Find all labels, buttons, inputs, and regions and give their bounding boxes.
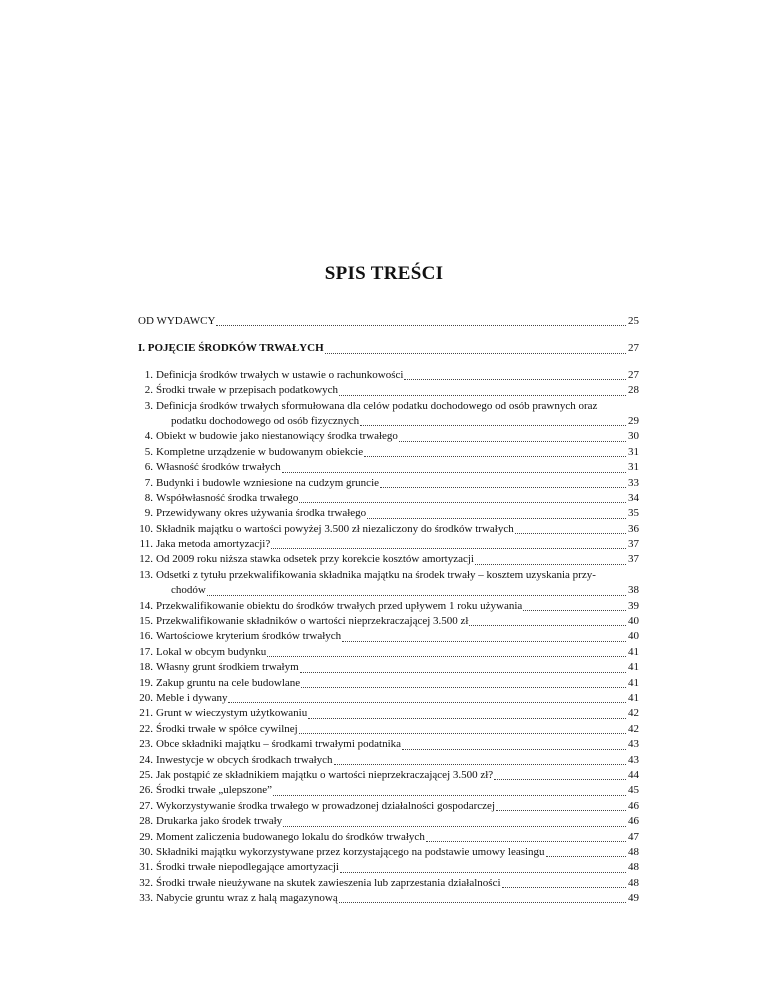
- toc-entry-page: 46: [628, 799, 639, 812]
- toc-leader-dots: [207, 595, 626, 596]
- toc-entry: [138, 383, 639, 398]
- toc-entry-page: 42: [628, 707, 639, 720]
- toc-entry-page: 31: [628, 461, 639, 474]
- toc-entry-page: 33: [628, 476, 639, 489]
- toc-entry: [138, 722, 639, 737]
- toc-entry-number: 19.: [139, 676, 153, 689]
- toc-entry-number: 15.: [139, 615, 153, 628]
- toc-entry-label: Inwestycje w obcych środkach trwałych: [156, 753, 333, 766]
- toc-entry-page: 41: [628, 691, 639, 704]
- toc-chapter-heading: [138, 341, 639, 356]
- toc-entry-number: 27.: [139, 799, 153, 812]
- toc-entry-page: 30: [628, 430, 639, 443]
- toc-entry-number: 31.: [139, 861, 153, 874]
- toc-entry: [138, 599, 639, 614]
- toc-entry: [138, 845, 639, 860]
- toc-entry-number: 20.: [139, 691, 153, 704]
- toc-entry-label: Moment zaliczenia budowanego lokalu do środków trwałych: [156, 830, 425, 843]
- toc-entry-page: 48: [628, 861, 639, 874]
- toc-entry-label-cont: chodów: [171, 584, 206, 597]
- toc-entry: [138, 614, 639, 629]
- toc-entry-page: 37: [628, 538, 639, 551]
- toc-entry-number: 8.: [144, 491, 153, 504]
- toc-entry-label: Własny grunt środkiem trwałym: [156, 661, 299, 674]
- toc-leader-dots: [300, 672, 626, 673]
- toc-entry: [138, 476, 639, 491]
- toc-entry-label: Obiekt w budowie jako niestanowiący środka trwałego: [156, 430, 398, 443]
- toc-leader-dots: [523, 610, 626, 611]
- toc-entry-label: Środki trwałe niepodlegające amortyzacji: [156, 861, 339, 874]
- toc-entry-number: 3.: [144, 399, 153, 412]
- toc-entry-label: Drukarka jako środek trwały: [156, 815, 283, 828]
- toc-entry-label: Nabycie gruntu wraz z halą magazynową: [156, 892, 338, 905]
- toc-leader-dots: [273, 795, 626, 796]
- toc-entry: [138, 660, 639, 675]
- toc-entry-number: 6.: [144, 461, 153, 474]
- toc-entry-page: 48: [628, 845, 639, 858]
- toc-leader-dots: [502, 887, 626, 888]
- toc-leader-dots: [308, 718, 626, 719]
- toc-entry-page: 42: [628, 722, 639, 735]
- toc-leader-dots: [404, 379, 626, 380]
- toc-entry-page: 47: [628, 830, 639, 843]
- toc-leader-dots: [282, 472, 626, 473]
- toc-entry-number: 18.: [139, 661, 153, 674]
- toc-entry-label: Budynki i budowle wzniesione na cudzym gruncie: [156, 476, 380, 489]
- toc-entry-label: Jak postąpić ze składnikiem majątku o wartości nieprzekraczającej 3.500 zł?: [156, 768, 494, 781]
- toc-entry-number: 25.: [139, 768, 153, 781]
- toc-entry-label: Odsetki z tytułu przekwalifikowania składnika majątku na środek trwały – kosztem uzyskania przy-: [156, 568, 596, 581]
- toc-entry: [138, 445, 639, 460]
- toc-leader-dots: [494, 779, 626, 780]
- toc-entry-page: 37: [628, 553, 639, 566]
- toc-entry-number: 9.: [144, 507, 153, 520]
- toc-entry: [138, 691, 639, 706]
- toc-entry-page: 41: [628, 661, 639, 674]
- toc-entry-page: 43: [628, 753, 639, 766]
- toc-leader-dots: [267, 656, 626, 657]
- toc-entry: [138, 830, 639, 845]
- toc-chapter-page: 27: [628, 342, 639, 355]
- toc-entry: [138, 537, 639, 552]
- toc-entry: [138, 645, 639, 660]
- toc-entry-label: Od 2009 roku niższa stawka odsetek przy korekcie kosztów amortyzacji: [156, 553, 474, 566]
- toc-entry: [138, 876, 639, 891]
- toc-leader-dots: [380, 487, 626, 488]
- toc-entry-label: Środki trwałe w przepisach podatkowych: [156, 384, 339, 397]
- toc-entry-page: 45: [628, 784, 639, 797]
- toc-entry-number: 16.: [139, 630, 153, 643]
- toc-entry-continuation: [138, 414, 639, 429]
- toc-entry-number: 29.: [139, 830, 153, 843]
- toc-entry-number: 21.: [139, 707, 153, 720]
- toc-entry-number: 14.: [139, 599, 153, 612]
- toc-entry-label-cont: podatku dochodowego od osób fizycznych: [171, 414, 360, 427]
- toc-leader-dots: [228, 702, 626, 703]
- toc-entry-label: Lokal w obcym budynku: [156, 645, 267, 658]
- toc-entry-label: Definicja środków trwałych sformułowana dla celów podatku dochodowego od osób prawnych oraz: [156, 399, 598, 412]
- toc-entry-page: 35: [628, 507, 639, 520]
- toc-entry-number: 24.: [139, 753, 153, 766]
- toc-chapter-label: I. POJĘCIE ŚRODKÓW TRWAŁYCH: [138, 342, 324, 355]
- toc-leader-dots: [299, 502, 626, 503]
- toc-entry-page: 40: [628, 630, 639, 643]
- toc-entry-label: Zakup gruntu na cele budowlane: [156, 676, 301, 689]
- toc-entry-number: 32.: [139, 876, 153, 889]
- toc-leader-dots: [360, 425, 626, 426]
- toc-entry-number: 30.: [139, 845, 153, 858]
- toc-entry-number: 1.: [144, 368, 153, 381]
- toc-entry-label: Przekwalifikowanie obiektu do środków trwałych przed upływem 1 roku używania: [156, 599, 523, 612]
- toc-entry-number: 26.: [139, 784, 153, 797]
- toc-entry-label: Przekwalifikowanie składników o wartości nieprzekraczającej 3.500 zł: [156, 615, 469, 628]
- toc-entry-number: 5.: [144, 445, 153, 458]
- toc-entry-number: 10.: [139, 522, 153, 535]
- toc-leader-dots: [515, 533, 626, 534]
- toc-entry-label: Kompletne urządzenie w budowanym obiekcie: [156, 445, 364, 458]
- toc-entry-label: Składniki majątku wykorzystywane przez korzystającego na podstawie umowy leasingu: [156, 845, 545, 858]
- toc-entry-page: 31: [628, 445, 639, 458]
- toc-leader-dots: [340, 872, 626, 873]
- toc-entry: [138, 891, 639, 906]
- toc-entry: [138, 676, 639, 691]
- toc-entry-number: 12.: [139, 553, 153, 566]
- toc-entry: [138, 368, 639, 383]
- toc-entry-page: 48: [628, 876, 639, 889]
- toc-entry-label: Współwłasność środka trwałego: [156, 491, 299, 504]
- toc-entry-label: Środki trwałe w spółce cywilnej: [156, 722, 298, 735]
- toc-entry-page: 41: [628, 676, 639, 689]
- toc-entry: [138, 753, 639, 768]
- toc-leader-dots: [216, 325, 626, 326]
- toc-entry-number: 11.: [139, 538, 153, 551]
- toc-entry-label: Własność środków trwałych: [156, 461, 281, 474]
- toc-entry: [138, 491, 639, 506]
- toc-entry-page: 40: [628, 615, 639, 628]
- toc-entry-label: Środki trwałe „ulepszone”: [156, 784, 273, 797]
- toc-entry-label: Środki trwałe nieużywane na skutek zawieszenia lub zaprzestania działalności: [156, 876, 501, 889]
- toc-entry-number: 17.: [139, 645, 153, 658]
- toc-entry-label: Wartościowe kryterium środków trwałych: [156, 630, 342, 643]
- toc-entry-front: [138, 314, 639, 329]
- toc-leader-dots: [283, 826, 626, 827]
- toc-entry: [138, 506, 639, 521]
- toc-entry-number: 4.: [144, 430, 153, 443]
- toc-leader-dots: [367, 518, 626, 519]
- toc-entry: [138, 783, 639, 798]
- toc-entry-page: 25: [628, 315, 639, 327]
- toc-leader-dots: [299, 733, 626, 734]
- toc-entry: [138, 768, 639, 783]
- toc-entry-label: Grunt w wieczystym użytkowaniu: [156, 707, 308, 720]
- toc-entry-page: 27: [628, 368, 639, 381]
- table-of-contents: [138, 314, 639, 906]
- toc-entry-page: 38: [628, 584, 639, 597]
- toc-entry-label: Definicja środków trwałych w ustawie o rachunkowości: [156, 368, 404, 381]
- toc-entry-label: Wykorzystywanie środka trwałego w prowadzonej działalności gospodarczej: [156, 799, 495, 812]
- toc-entry-page: 39: [628, 599, 639, 612]
- toc-entry-page: 46: [628, 815, 639, 828]
- toc-entry-page: 28: [628, 384, 639, 397]
- toc-entry: [138, 460, 639, 475]
- toc-entry-page: 34: [628, 491, 639, 504]
- toc-entry-number: 33.: [139, 892, 153, 905]
- toc-entry-page: 44: [628, 768, 639, 781]
- page-title: SPIS TREŚCI: [324, 263, 444, 284]
- toc-entry-number: 23.: [139, 738, 153, 751]
- toc-leader-dots: [339, 395, 626, 396]
- toc-entry: [138, 737, 639, 752]
- toc-leader-dots: [325, 353, 626, 354]
- toc-entry-number: 28.: [139, 815, 153, 828]
- toc-entry-label: Przewidywany okres używania środka trwałego: [156, 507, 367, 520]
- toc-entry: [138, 399, 639, 414]
- toc-entry-label: Obce składniki majątku – środkami trwałymi podatnika: [156, 738, 402, 751]
- toc-entry: [138, 706, 639, 721]
- toc-leader-dots: [342, 641, 626, 642]
- toc-entry-page: 49: [628, 892, 639, 905]
- toc-entry-label: Meble i dywany: [156, 691, 228, 704]
- toc-entry: [138, 429, 639, 444]
- toc-entry-list: [138, 368, 639, 907]
- toc-entry: [138, 568, 639, 583]
- toc-entry-page: 29: [628, 414, 639, 427]
- toc-leader-dots: [271, 548, 626, 549]
- toc-entry-page: 43: [628, 738, 639, 751]
- toc-entry-number: 2.: [144, 384, 153, 397]
- toc-entry-page: 41: [628, 645, 639, 658]
- toc-leader-dots: [364, 456, 626, 457]
- toc-entry: [138, 814, 639, 829]
- toc-leader-dots: [475, 564, 626, 565]
- toc-leader-dots: [469, 625, 626, 626]
- toc-entry-number: 22.: [139, 722, 153, 735]
- toc-entry: [138, 522, 639, 537]
- toc-entry-label: Jaka metoda amortyzacji?: [156, 538, 271, 551]
- toc-leader-dots: [546, 856, 626, 857]
- toc-entry: [138, 799, 639, 814]
- toc-entry-number: 13.: [139, 568, 153, 581]
- toc-leader-dots: [426, 841, 626, 842]
- toc-entry: [138, 552, 639, 567]
- toc-leader-dots: [339, 902, 626, 903]
- toc-entry-page: 36: [628, 522, 639, 535]
- toc-entry-continuation: [138, 583, 639, 598]
- toc-entry: [138, 629, 639, 644]
- toc-leader-dots: [402, 749, 626, 750]
- toc-entry-label: OD WYDAWCY: [138, 315, 216, 327]
- toc-entry-label: Składnik majątku o wartości powyżej 3.500 zł niezaliczony do środków trwałych: [156, 522, 514, 535]
- toc-leader-dots: [301, 687, 626, 688]
- toc-entry-number: 7.: [144, 476, 153, 489]
- toc-entry: [138, 860, 639, 875]
- toc-leader-dots: [399, 441, 626, 442]
- toc-leader-dots: [496, 810, 626, 811]
- toc-leader-dots: [334, 764, 626, 765]
